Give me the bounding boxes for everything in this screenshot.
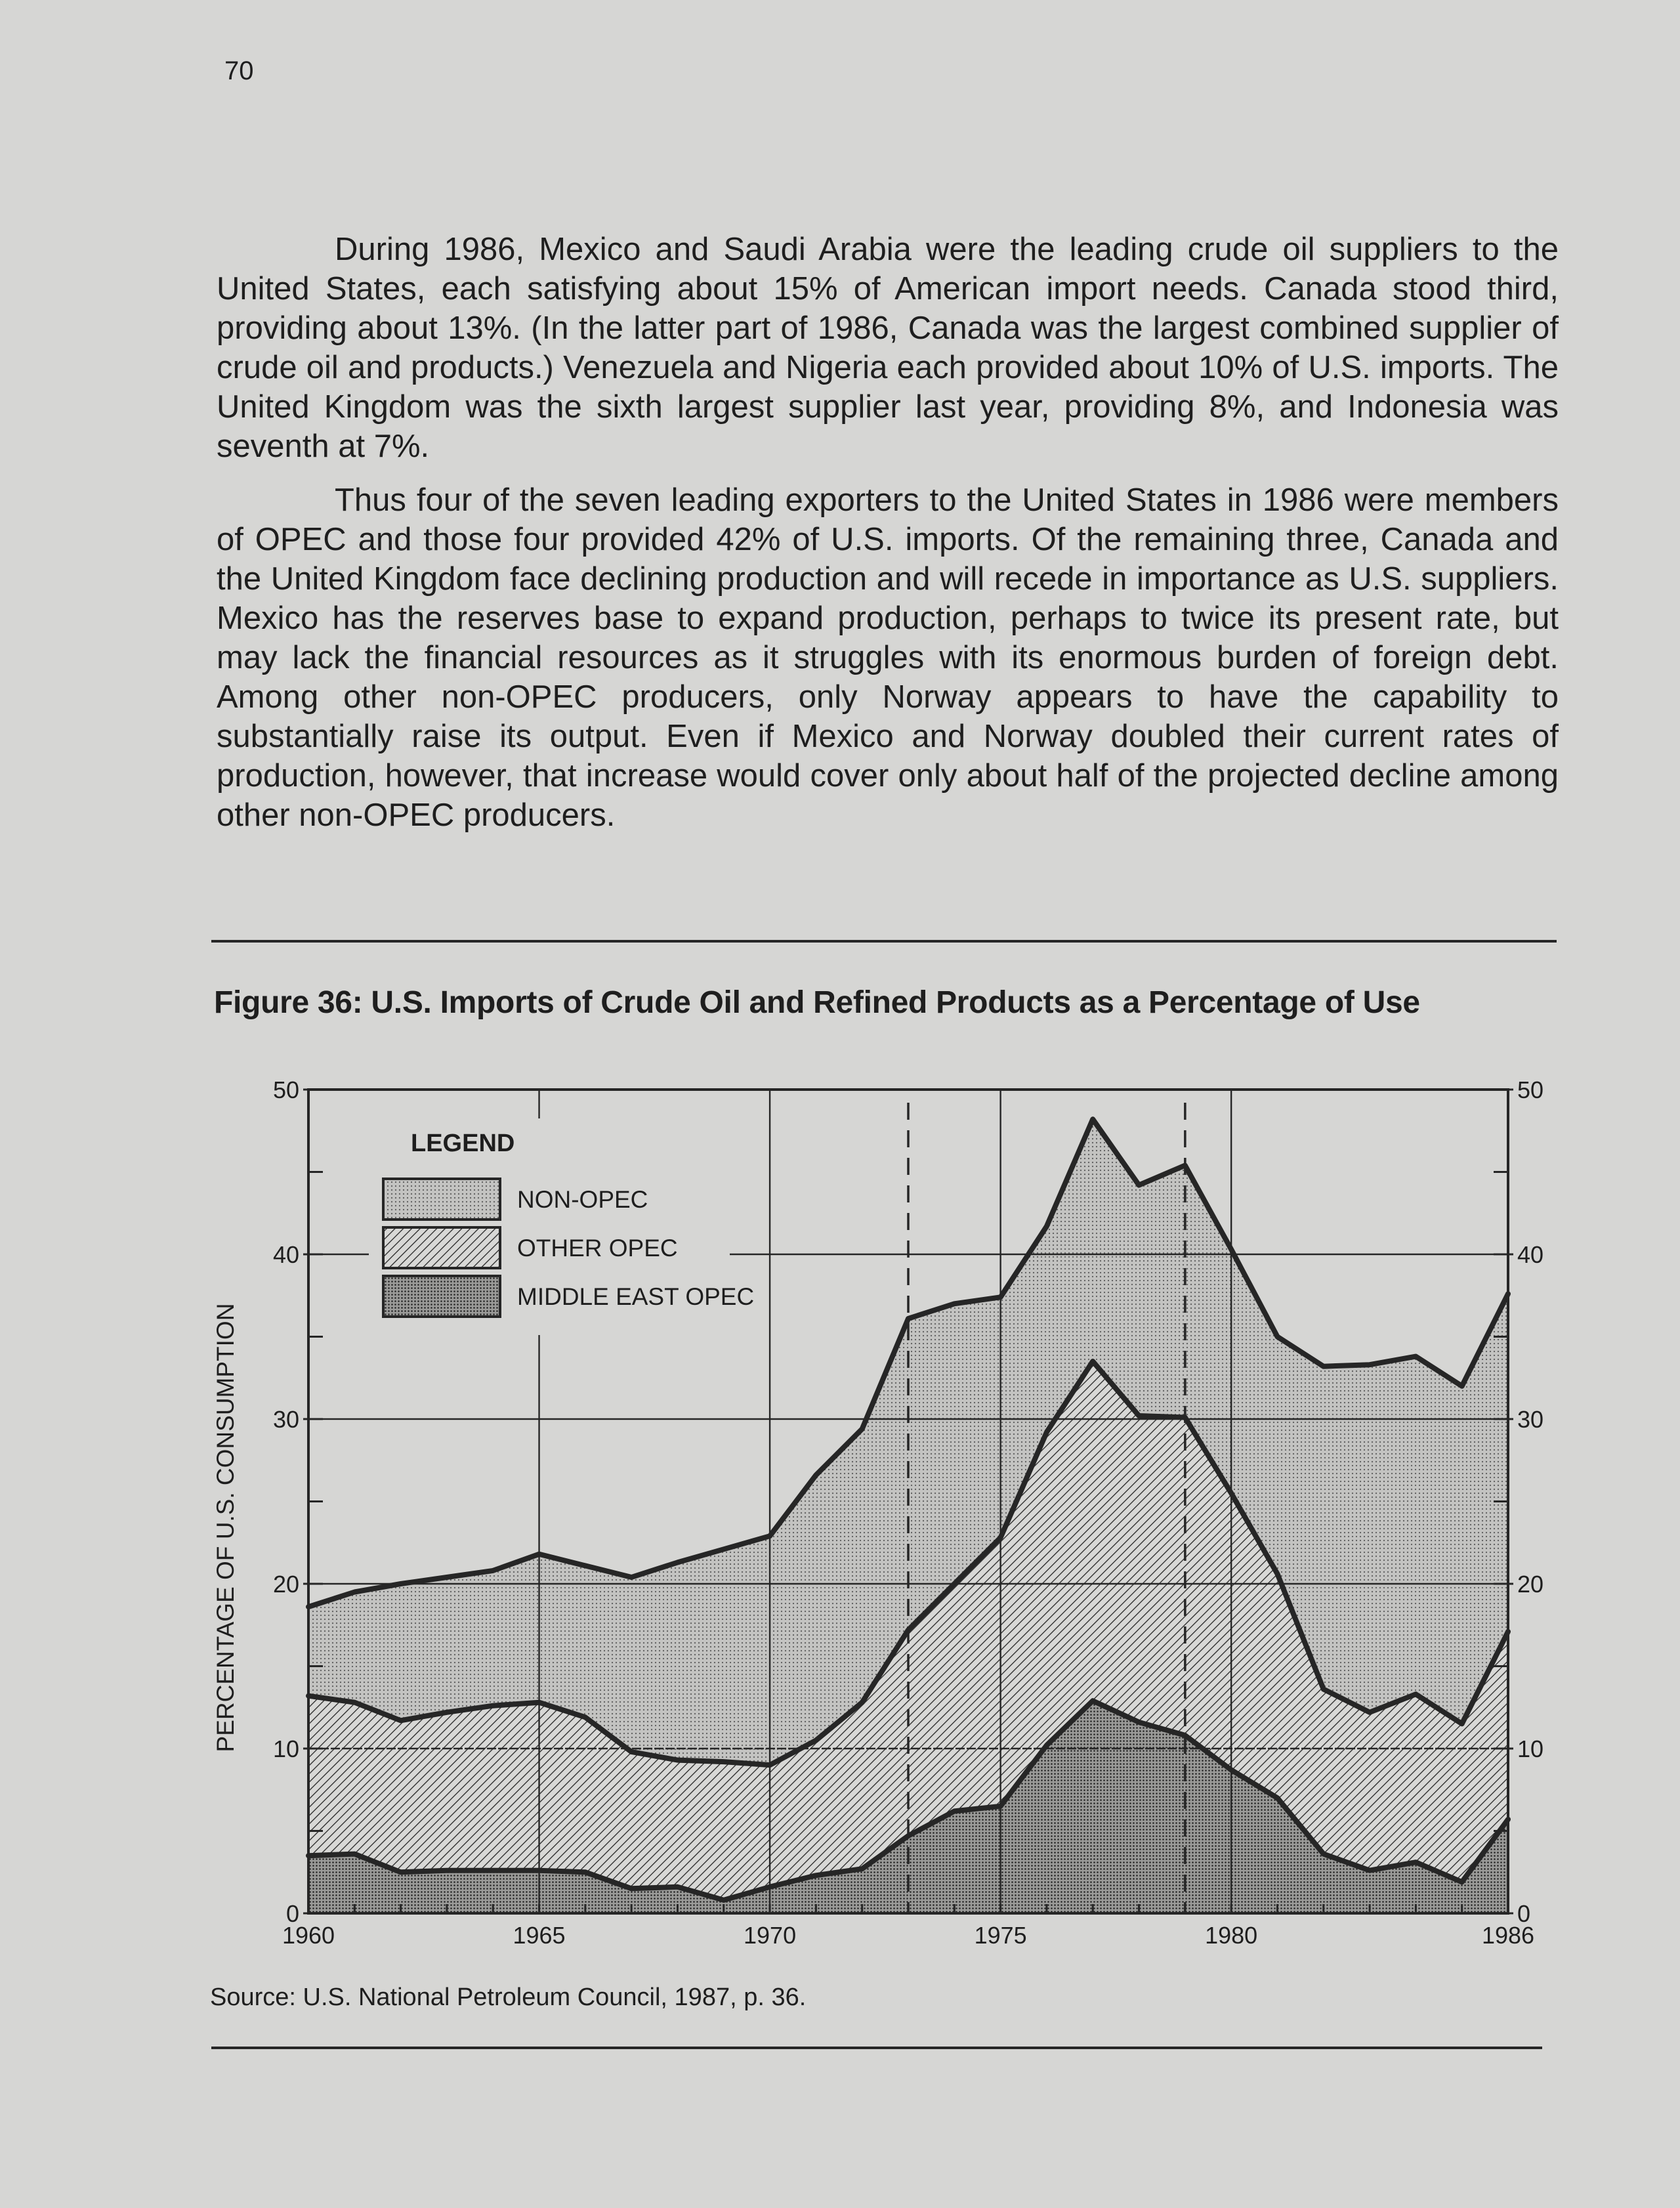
y-tick-label-left-20: 20 bbox=[272, 1571, 299, 1598]
legend-label-other-opec: OTHER OPEC bbox=[517, 1235, 678, 1262]
page-number: 70 bbox=[224, 56, 254, 85]
y-axis-label: PERCENTAGE OF U.S. CONSUMPTION bbox=[212, 1303, 239, 1752]
y-tick-label-left-30: 30 bbox=[272, 1406, 299, 1433]
bottom-rule bbox=[211, 2047, 1542, 2049]
y-tick-label-right-10: 10 bbox=[1517, 1735, 1544, 1762]
top-rule bbox=[211, 940, 1557, 943]
x-tick-label-1960: 1960 bbox=[282, 1922, 335, 1949]
body-text bbox=[217, 230, 1559, 849]
figure-title: Figure 36: U.S. Imports of Crude Oil and Refined Products as a Percentage of Use bbox=[214, 985, 1420, 1020]
x-tick-label-1986: 1986 bbox=[1481, 1922, 1535, 1949]
y-tick-label-left-10: 10 bbox=[272, 1735, 299, 1762]
y-tick-label-right-30: 30 bbox=[1517, 1406, 1544, 1433]
y-tick-label-right-40: 40 bbox=[1517, 1241, 1544, 1268]
legend-swatch-non-opec bbox=[383, 1179, 500, 1220]
legend-swatch-other-opec bbox=[383, 1227, 500, 1268]
legend bbox=[369, 1118, 754, 1335]
legend-label-non-opec: NON-OPEC bbox=[517, 1186, 648, 1213]
y-tick-label-right-20: 20 bbox=[1517, 1571, 1544, 1598]
legend-swatch-middle-east-opec bbox=[383, 1276, 500, 1317]
legend-label-middle-east-opec: MIDDLE EAST OPEC bbox=[517, 1283, 755, 1310]
paragraph-1: During 1986, Mexico and Saudi Arabia were the leading crude oil suppliers to the United States, each satisfying about 15% of American import needs. Canada stood third, providing about 13%. (In the latter part of 1986, Canada was the largest combined supplier of crude oil and products.) Venezuela and Nigeria each provided about 10% of U.S. imports. The United Kingdom was the sixth largest supplier last year, providing 8%, and Indonesia was seventh at 7%. bbox=[217, 232, 1559, 464]
y-tick-label-right-0: 0 bbox=[1517, 1900, 1531, 1927]
y-tick-label-left-40: 40 bbox=[272, 1241, 299, 1268]
chart bbox=[197, 1050, 1549, 1969]
chart-svg bbox=[197, 1050, 1549, 1969]
x-tick-label-1970: 1970 bbox=[744, 1922, 797, 1949]
y-tick-label-left-0: 0 bbox=[285, 1900, 299, 1927]
paragraph-2: Thus four of the seven leading exporters to the United States in 1986 were members of OPEC and those four provided 42% of U.S. imports. Of the remaining three, Canada and the United Kingdom face declining production and will recede in importance as U.S. suppliers. Mexico has the reserves base to expand production, perhaps to twice its present rate, but may lack the financial resources as it struggles with its enormous burden of foreign debt. Among other non-OPEC producers, only Norway appears to have the capability to substantially raise its output. Even if Mexico and Norway doubled their current rates of production, however, that increase would cover only about half of the projected decline among other non-OPEC producers. bbox=[217, 482, 1559, 833]
x-tick-label-1975: 1975 bbox=[974, 1922, 1027, 1949]
x-tick-label-1980: 1980 bbox=[1205, 1922, 1258, 1949]
legend-title: LEGEND bbox=[411, 1130, 515, 1157]
y-tick-label-left-50: 50 bbox=[272, 1076, 299, 1103]
source-note: Source: U.S. National Petroleum Council, 1987, p. 36. bbox=[210, 1984, 807, 2011]
x-tick-label-1965: 1965 bbox=[513, 1922, 566, 1949]
y-tick-label-right-50: 50 bbox=[1517, 1076, 1544, 1103]
